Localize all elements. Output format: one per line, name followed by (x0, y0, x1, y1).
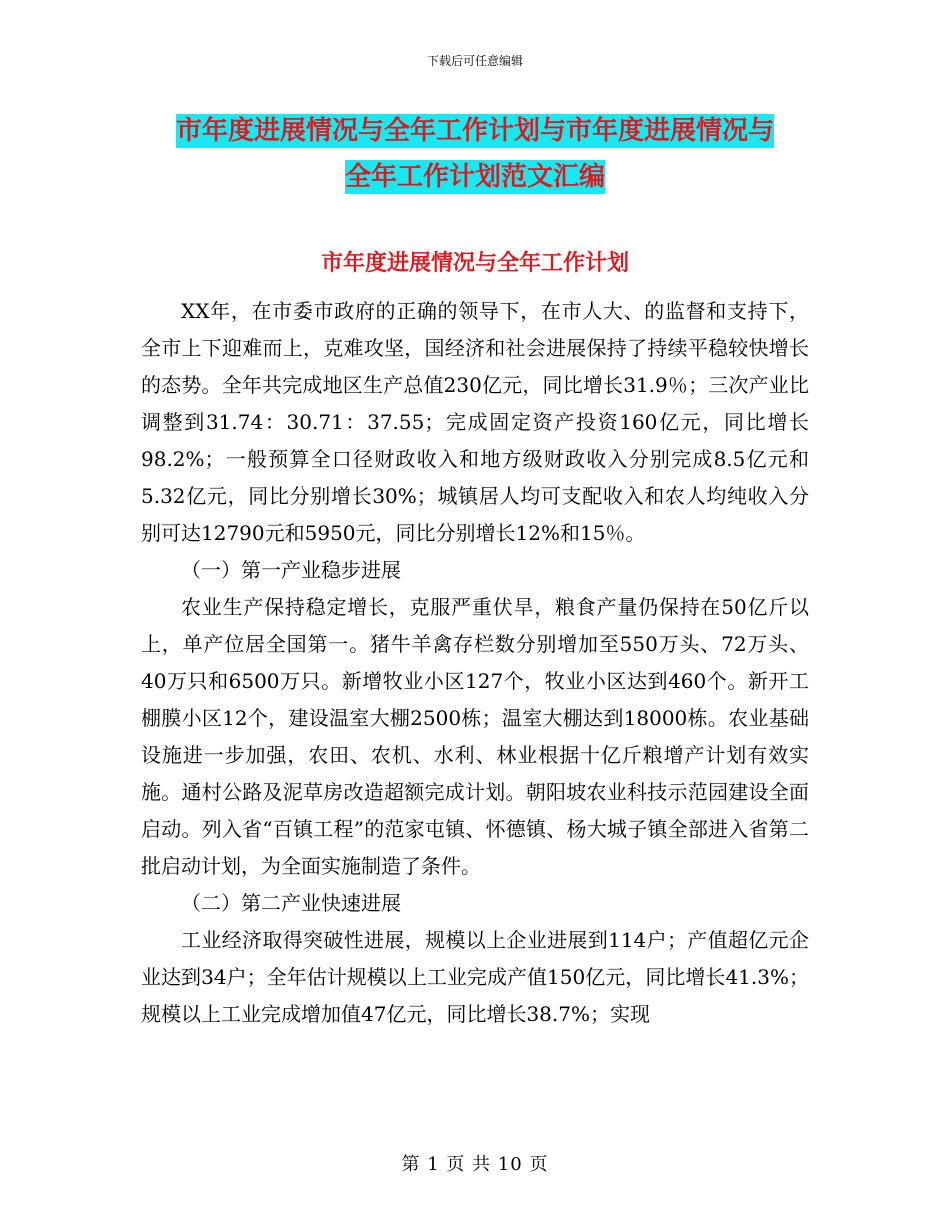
document-body (141, 293, 809, 1033)
paragraph-primary-industry: 农业生产保持稳定增长，克服严重伏旱，粮食产量仍保持在50亿斤以上，单产位居全国第一。猪牛羊禽存栏数分别增加至550万头、72万头、40万只和6500万只。新增牧业小区127个，牧业小区达到460个。新开工棚膜小区12个，建设温室大棚2500栋；温室大棚达到18000栋。农业基础设施进一步加强，农田、农机、水利、林业根据十亿斤粮增产计划有效实施。通村公路及泥草房改造超额完成计划。朝阳坡农业科技示范园建设全面启动。列入省“百镇工程”的范家屯镇、怀德镇、杨大城子镇全部进入省第二批启动计划，为全面实施制造了条件。 (141, 595, 809, 878)
main-title (140, 108, 810, 200)
section-heading-primary-industry: （一）第一产业稳步进展 (181, 558, 401, 582)
page-footer: 第 1 页 共 10 页 (401, 1154, 549, 1175)
section-heading-secondary-industry: （二）第二产业快速进展 (181, 891, 401, 915)
main-title-line-2: 全年工作计划范文汇编 (344, 162, 605, 192)
main-title-line-1: 市年度进展情况与全年工作计划与市年度进展情况与 (175, 116, 774, 146)
header-note: 下载后可任意编辑 (426, 54, 523, 68)
paragraph-intro: XX年，在市委市政府的正确的领导下，在市人大、的监督和支持下，全市上下迎难而上，克难攻坚，国经济和社会进展保持了持续平稳较快增长的态势。全年共完成地区生产总值230亿元，同比增长31.9％；三次产业比调整到31.74：30.71：37.55；完成固定资产投资160亿元，同比增长98.2%；一般预算全口径财政收入和地方级财政收入分别完成8.5亿元和5.32亿元，同比分别增长30%；城镇居人均可支配收入和农人均纯收入分别可达12790元和5950元，同比分别增长12%和15％。 (141, 299, 809, 545)
section-title: 市年度进展情况与全年工作计划 (320, 250, 629, 276)
paragraph-secondary-industry: 工业经济取得突破性进展，规模以上企业进展到114户；产值超亿元企业达到34户；全年估计规模以上工业完成产值150亿元，同比增长41.3%；规模以上工业完成增加值47亿元，同比增长38.7%；实现 (141, 928, 809, 1026)
